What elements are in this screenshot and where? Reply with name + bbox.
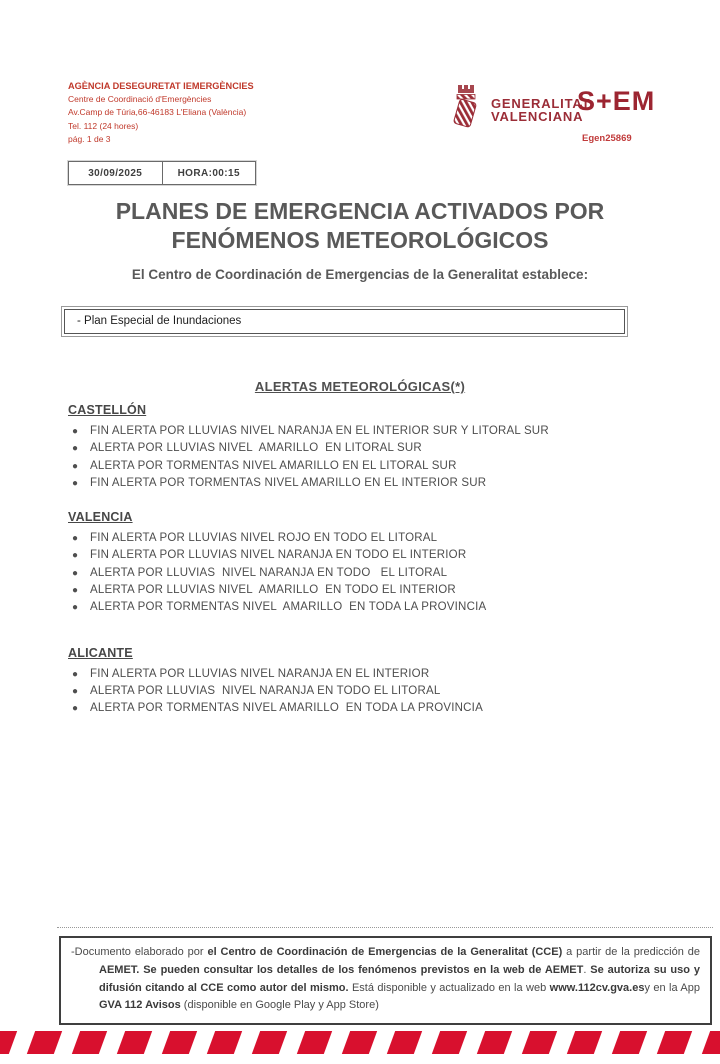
alert-item-text: ALERTA POR LLUVIAS NIVEL AMARILLO EN LITORAL SUR [90, 442, 422, 455]
stripe-decoration [207, 1031, 242, 1054]
alert-item [68, 683, 628, 700]
alert-item-text: ALERTA POR LLUVIAS NIVEL NARANJA EN TODO EL LITORAL [90, 566, 448, 579]
plan-box [61, 306, 628, 337]
alert-item [68, 530, 628, 547]
bullet-icon: ● [72, 685, 79, 697]
footer-note-segment: AEMET. Se pueden consultar los detalles de los fenómenos previstos en la web de AEMET [99, 963, 584, 976]
bullet-icon: ● [72, 602, 79, 614]
province-section [68, 646, 628, 718]
generalitat-wordmark-line2: VALENCIANA [491, 109, 584, 124]
alert-item-text: FIN ALERTA POR LLUVIAS NIVEL NARANJA EN EL INTERIOR [90, 667, 430, 680]
footer-note-segment: Se autoriza su uso y difusión citando al CCE como autor del mismo. [99, 963, 700, 994]
bullet-icon: ● [72, 533, 79, 545]
bullet-icon: ● [72, 567, 79, 579]
alerts-provinces [68, 403, 628, 736]
province-name: CASTELLÓN [68, 403, 147, 417]
alert-item-text: FIN ALERTA POR TORMENTAS NIVEL AMARILLO EN EL INTERIOR SUR [90, 476, 487, 489]
agency-header [68, 80, 254, 146]
footer-note-text [71, 944, 700, 1015]
stripe-decoration [522, 1031, 557, 1054]
alert-item-text: FIN ALERTA POR LLUVIAS NIVEL NARANJA EN TODO EL INTERIOR [90, 549, 467, 562]
footer-box [59, 936, 712, 1025]
bullet-icon: ● [72, 443, 79, 455]
stripe-decoration [702, 1031, 720, 1054]
stripe-decoration [387, 1031, 422, 1054]
stripe-decoration [72, 1031, 107, 1054]
generalitat-wordmark-line1: GENERALITAT [491, 95, 591, 111]
alert-item-text: FIN ALERTA POR LLUVIAS NIVEL ROJO EN TODO EL LITORAL [90, 532, 438, 545]
alert-item-text: ALERTA POR LLUVIAS NIVEL NARANJA EN TODO EL LITORAL [90, 684, 441, 697]
alert-list [68, 666, 628, 718]
alert-list [68, 530, 628, 616]
alert-item [68, 547, 628, 564]
alert-list [68, 423, 628, 492]
province-name: ALICANTE [68, 645, 133, 660]
date-cell: 30/09/2025 [88, 167, 143, 179]
stripe-decoration [477, 1031, 512, 1054]
province-name: VALENCIA [68, 510, 133, 525]
footer-note-segment: (disponible en Google Play y App Store) [180, 999, 379, 1012]
stripe-decoration [612, 1031, 647, 1054]
doc-code: Egen25869 [582, 133, 632, 144]
stripe-decoration [297, 1031, 332, 1054]
sem-logo: S+EM [577, 86, 656, 116]
stripe-decoration [432, 1031, 467, 1054]
alert-item-text: ALERTA POR TORMENTAS NIVEL AMARILLO EN TODA LA PROVINCIA [90, 702, 483, 715]
bullet-icon: ● [72, 426, 79, 437]
stripe-decoration [567, 1031, 602, 1054]
footer-note-segment: www.112cv.gva.es [549, 981, 645, 994]
page-title: PLANES DE EMERGENCIA ACTIVADOS POR FENÓMENOS METEOROLÓGICOS [115, 198, 605, 253]
bottom-stripes [0, 1031, 720, 1054]
bullet-icon: ● [72, 703, 79, 715]
alert-item [68, 700, 628, 717]
alert-item-text: ALERTA POR TORMENTAS NIVEL AMARILLO EN EL LITORAL SUR [90, 459, 457, 472]
stripe-decoration [657, 1031, 692, 1054]
bullet-icon: ● [72, 477, 79, 489]
alert-item [68, 599, 628, 616]
bullet-icon: ● [72, 460, 79, 472]
alerts-heading: ALERTAS METEOROLÓGICAS(*) [254, 379, 466, 394]
stripe-decoration [117, 1031, 152, 1054]
province-section [68, 403, 628, 492]
agency-address: Av.Camp de Túria,66-46183 L'Eliana (València) [68, 107, 247, 118]
alert-item-text: ALERTA POR TORMENTAS NIVEL AMARILLO EN TODA LA PROVINCIA [90, 601, 487, 614]
bullet-icon: ● [72, 550, 79, 562]
footer-note-segment: y en la App [644, 981, 701, 994]
dotted-separator [57, 927, 713, 928]
plan-box-text: - Plan Especial de Inundaciones [64, 309, 625, 334]
footer-note-segment: el Centro de Coordinación de Emergencias de la Generalitat (CCE) [207, 946, 563, 958]
alert-item [68, 440, 628, 457]
bullet-icon: ● [72, 585, 79, 597]
alert-item [68, 666, 628, 683]
stripe-decoration [252, 1031, 287, 1054]
date-time-table [68, 161, 256, 185]
bottom-stripes-band [0, 1028, 720, 1056]
footer-note-segment: . [583, 963, 591, 976]
stripe-decoration [342, 1031, 377, 1054]
alert-item [68, 458, 628, 475]
bullet-icon: ● [72, 668, 79, 680]
time-cell: HORA:00:15 [162, 162, 256, 184]
alert-item [68, 423, 628, 440]
alert-item [68, 565, 628, 582]
generalitat-emblem-icon [448, 83, 484, 137]
footer-note-segment: Está disponible y actualizado en la web [348, 981, 550, 994]
footer-note-segment: GVA 112 Avisos [99, 999, 181, 1012]
page-subtitle: El Centro de Coordinación de Emergencias de la Generalitat establece: [131, 267, 589, 282]
alert-item [68, 475, 628, 492]
generalitat-logo [448, 83, 590, 137]
stripe-decoration [0, 1031, 17, 1054]
footer-note-segment: -Documento elaborado por [71, 946, 208, 958]
stripe-decoration [27, 1031, 62, 1054]
generalitat-wordmark [491, 97, 590, 124]
alert-item-text: FIN ALERTA POR LLUVIAS NIVEL NARANJA EN EL INTERIOR SUR Y LITORAL SUR [90, 425, 549, 437]
footer-note-segment: a partir de la predicción de [562, 946, 700, 958]
alert-item [68, 582, 628, 599]
page-number: pág. 1 de 3 [68, 133, 111, 144]
stripe-decoration [162, 1031, 197, 1054]
agency-phone: Tel. 112 (24 hores) [68, 120, 139, 131]
agency-name: AGÈNCIA DESEGURETAT IEMERGÈNCIES [68, 81, 254, 91]
agency-dept: Centre de Coordinació d'Emergències [68, 94, 212, 105]
alert-item-text: ALERTA POR LLUVIAS NIVEL AMARILLO EN TODO EL INTERIOR [90, 584, 456, 597]
province-section [68, 510, 628, 616]
